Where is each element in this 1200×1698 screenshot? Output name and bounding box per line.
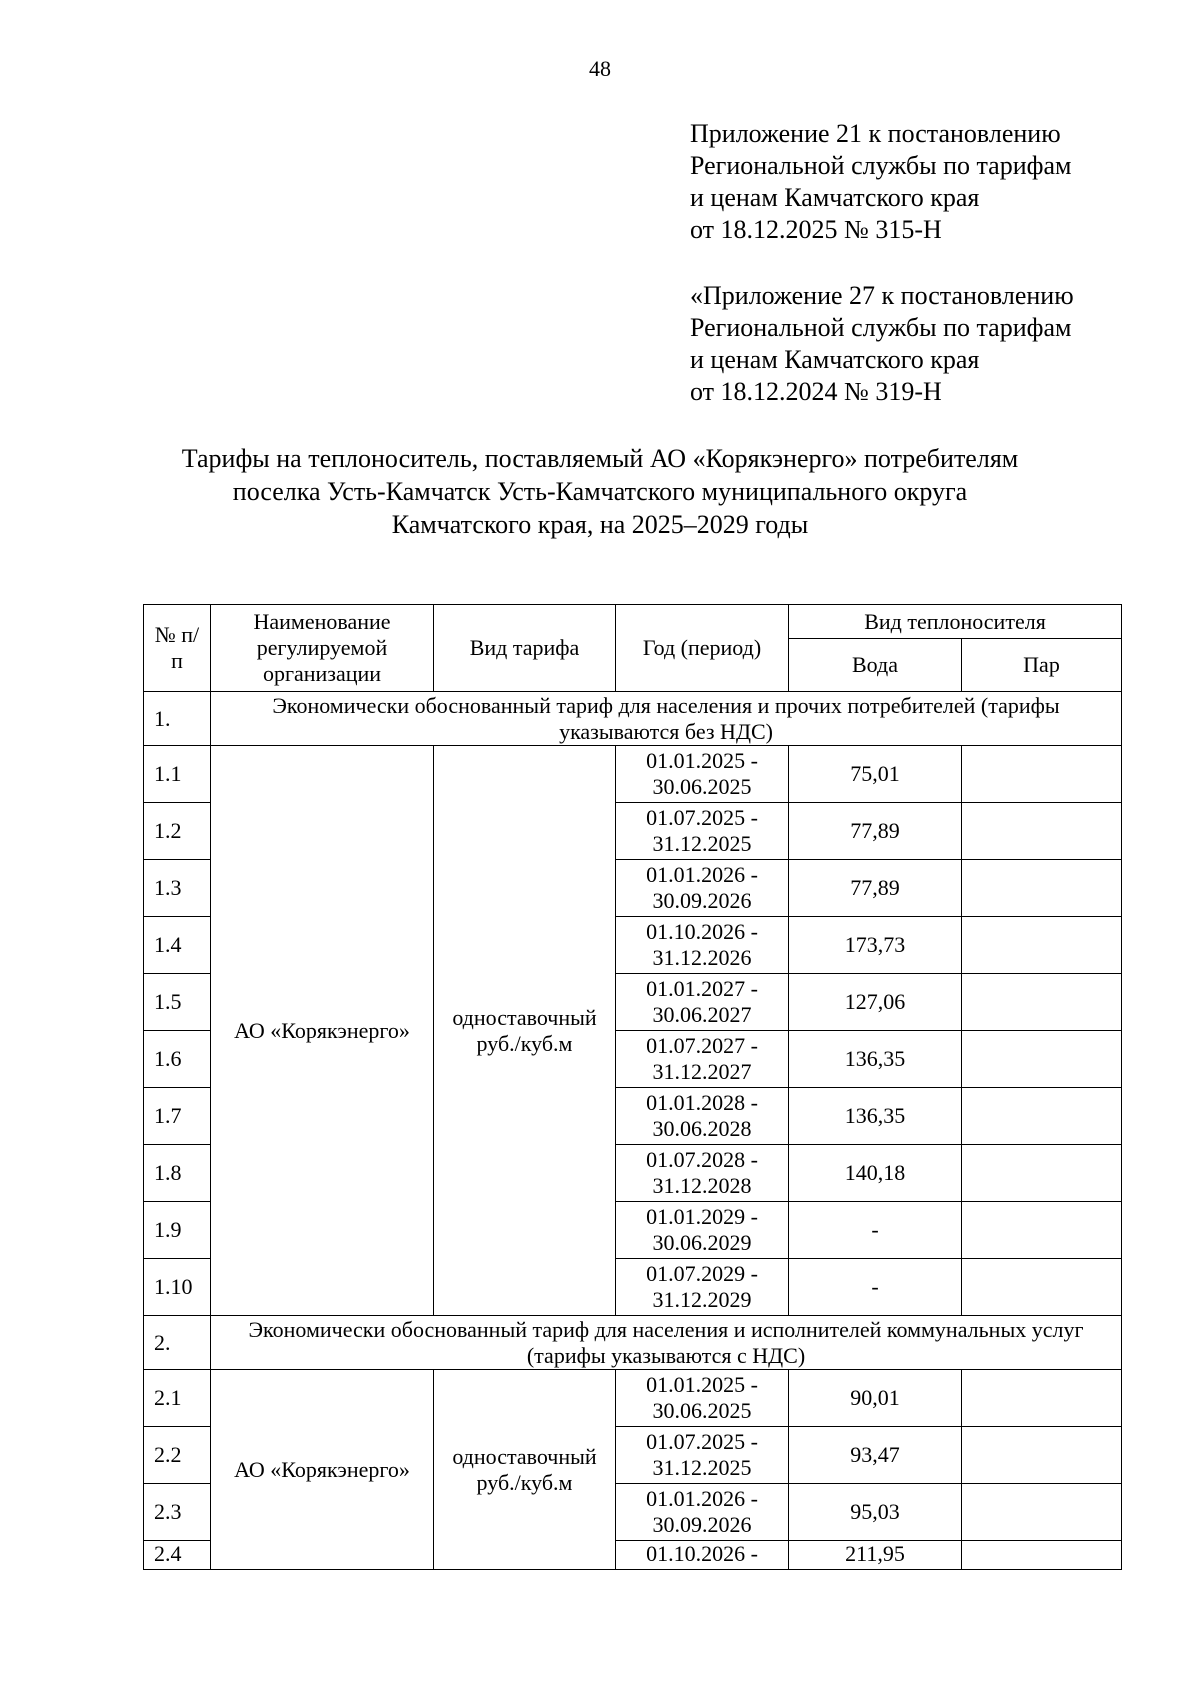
steam-tariff — [962, 746, 1122, 803]
row-number: 1.1 — [144, 746, 211, 803]
row-number: 2.3 — [144, 1484, 211, 1541]
annex-line: от 18.12.2024 № 319-Н — [690, 377, 942, 406]
document-title — [100, 442, 1100, 541]
water-tariff: 93,47 — [789, 1427, 962, 1484]
steam-tariff — [962, 1031, 1122, 1088]
steam-tariff — [962, 1427, 1122, 1484]
header-org: Наименование регулируемой организации — [211, 605, 434, 692]
header-num: № п/п — [144, 605, 211, 692]
period-cell: 01.01.2028 - 30.06.2028 — [616, 1088, 789, 1145]
table-row — [144, 1370, 1122, 1427]
annex-line: Региональной службы по тарифам — [690, 151, 1072, 180]
annex-line: от 18.12.2025 № 315-Н — [690, 215, 942, 244]
row-number: 1.10 — [144, 1259, 211, 1316]
annex-line: «Приложение 27 к постановлению — [690, 281, 1074, 310]
period-cell: 01.10.2026 - 31.12.2026 — [616, 917, 789, 974]
tariff-type: одноставочный руб./куб.м — [434, 746, 616, 1316]
tariff-table — [143, 604, 1122, 1570]
steam-tariff — [962, 1145, 1122, 1202]
row-number: 2.1 — [144, 1370, 211, 1427]
period-cell: 01.01.2027 - 30.06.2027 — [616, 974, 789, 1031]
water-tariff: 77,89 — [789, 803, 962, 860]
table-row — [144, 746, 1122, 803]
water-tariff: - — [789, 1202, 962, 1259]
row-number: 1.3 — [144, 860, 211, 917]
steam-tariff — [962, 1370, 1122, 1427]
org-name: АО «Корякэнерго» — [211, 746, 434, 1316]
row-number: 1.7 — [144, 1088, 211, 1145]
period-cell: 01.01.2029 - 30.06.2029 — [616, 1202, 789, 1259]
title-line: Камчатского края, на 2025–2029 годы — [391, 510, 809, 539]
row-number: 1.5 — [144, 974, 211, 1031]
period-cell: 01.01.2026 - 30.09.2026 — [616, 1484, 789, 1541]
annex-line: Региональной службы по тарифам — [690, 313, 1072, 342]
period-cell: 01.07.2025 - 31.12.2025 — [616, 803, 789, 860]
period-cell: 01.01.2025 - 30.06.2025 — [616, 1370, 789, 1427]
water-tariff: 140,18 — [789, 1145, 962, 1202]
row-number: 1.6 — [144, 1031, 211, 1088]
steam-tariff — [962, 1541, 1122, 1570]
title-line: Тарифы на теплоноситель, поставляемый АО «Корякэнерго» потребителям — [181, 444, 1019, 473]
water-tariff: 90,01 — [789, 1370, 962, 1427]
steam-tariff — [962, 1202, 1122, 1259]
section-title: Экономически обоснованный тариф для населения и прочих потребителей (тарифы указываются без НДС) — [211, 692, 1122, 746]
period-cell: 01.01.2025 - 30.06.2025 — [616, 746, 789, 803]
annex-line: и ценам Камчатского края — [690, 345, 980, 374]
water-tariff: 95,03 — [789, 1484, 962, 1541]
header-carrier: Вид теплоносителя — [789, 605, 1122, 639]
annex-line: и ценам Камчатского края — [690, 183, 980, 212]
section-number: 2. — [144, 1316, 211, 1370]
water-tariff: 211,95 — [789, 1541, 962, 1570]
period-cell: 01.10.2026 - — [616, 1541, 789, 1570]
row-number: 1.9 — [144, 1202, 211, 1259]
water-tariff: 136,35 — [789, 1031, 962, 1088]
period-cell: 01.07.2028 - 31.12.2028 — [616, 1145, 789, 1202]
row-number: 1.4 — [144, 917, 211, 974]
section-row — [144, 1316, 1122, 1370]
header-steam: Пар — [962, 639, 1122, 692]
row-number: 2.2 — [144, 1427, 211, 1484]
steam-tariff — [962, 1259, 1122, 1316]
steam-tariff — [962, 1484, 1122, 1541]
period-cell: 01.07.2029 - 31.12.2029 — [616, 1259, 789, 1316]
water-tariff: - — [789, 1259, 962, 1316]
water-tariff: 77,89 — [789, 860, 962, 917]
section-title: Экономически обоснованный тариф для населения и исполнителей коммунальных услуг (тарифы указываются с НДС) — [211, 1316, 1122, 1370]
section-row — [144, 692, 1122, 746]
org-name: АО «Корякэнерго» — [211, 1370, 434, 1570]
steam-tariff — [962, 974, 1122, 1031]
header-tariff-type: Вид тарифа — [434, 605, 616, 692]
annex-original-reference — [690, 280, 1170, 408]
steam-tariff — [962, 803, 1122, 860]
annex-current-reference — [690, 118, 1170, 246]
water-tariff: 127,06 — [789, 974, 962, 1031]
steam-tariff — [962, 1088, 1122, 1145]
title-line: поселка Усть-Камчатск Усть-Камчатского муниципального округа — [232, 477, 968, 506]
page-number: 48 — [589, 56, 611, 81]
steam-tariff — [962, 917, 1122, 974]
section-number: 1. — [144, 692, 211, 746]
row-number: 2.4 — [144, 1541, 211, 1570]
header-water: Вода — [789, 639, 962, 692]
header-period: Год (период) — [616, 605, 789, 692]
row-number: 1.2 — [144, 803, 211, 860]
steam-tariff — [962, 860, 1122, 917]
tariff-type: одноставочный руб./куб.м — [434, 1370, 616, 1570]
water-tariff: 173,73 — [789, 917, 962, 974]
water-tariff: 75,01 — [789, 746, 962, 803]
period-cell: 01.01.2026 - 30.09.2026 — [616, 860, 789, 917]
row-number: 1.8 — [144, 1145, 211, 1202]
period-cell: 01.07.2027 - 31.12.2027 — [616, 1031, 789, 1088]
water-tariff: 136,35 — [789, 1088, 962, 1145]
period-cell: 01.07.2025 - 31.12.2025 — [616, 1427, 789, 1484]
annex-line: Приложение 21 к постановлению — [690, 119, 1061, 148]
